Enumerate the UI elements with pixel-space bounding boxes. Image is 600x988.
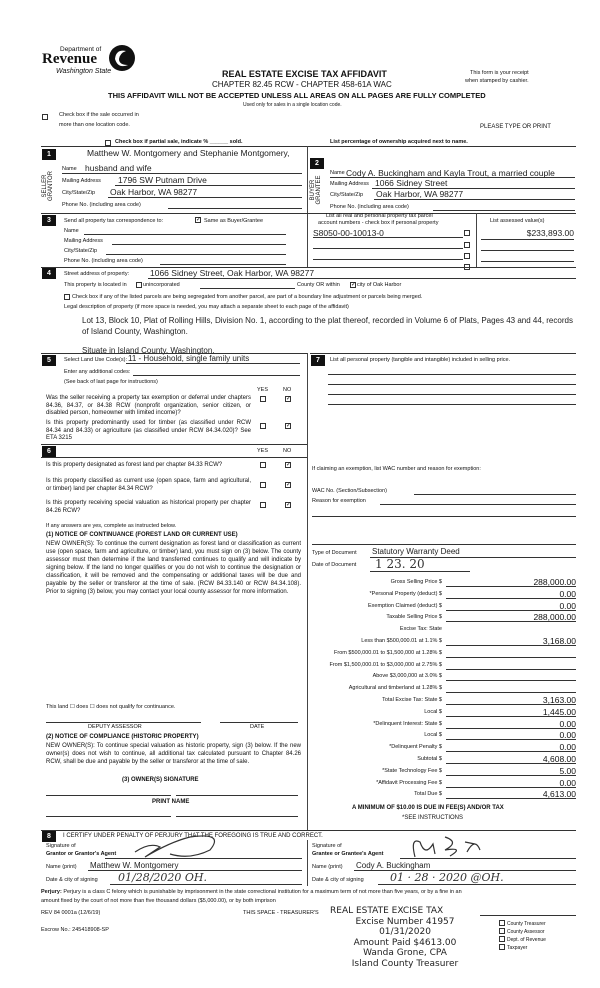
if-yes-note: If any answers are yes, complete as instructed below. [46, 523, 177, 529]
see-back-note: (See back of last page for instructions) [64, 379, 158, 385]
notice-continuance-title: (1) NOTICE OF CONTINUANCE (FOREST LAND OR CURRENT USE) [46, 532, 238, 538]
tax-row-value[interactable]: 3,163.00 [446, 695, 576, 705]
personal-property-checkbox[interactable] [464, 242, 470, 248]
owner-signature-field[interactable] [46, 795, 171, 796]
tax-exemption-question: Was the seller receiving a property tax exemption or deferral under chapters 84.36, 84.37, or 84.38 RCW (nonprofit organization, senior citizen, or disabled person, homeowner with limited income)? [46, 395, 251, 416]
owner-signature-label: (3) OWNER(S) SIGNATURE [122, 777, 199, 783]
tax-row-label: *Delinquent Interest: State $ [373, 720, 442, 727]
form-chapter: CHAPTER 82.45 RCW - CHAPTER 458-61A WAC [212, 80, 392, 89]
perjury-text: Perjury is a class C felony which is punishable by imprisonment in the state correctional institution for a maximum term of not more than five years, or by a fine in an [63, 889, 462, 895]
multi-location-checkbox[interactable] [42, 114, 48, 120]
form-title: REAL ESTATE EXCISE TAX AFFIDAVIT [222, 69, 387, 79]
tax-row-label: Subtotal $ [417, 756, 442, 762]
certify-statement: I CERTIFY UNDER PENALTY OF PERJURY THAT THE FOREGOING IS TRUE AND CORRECT. [63, 833, 323, 839]
correspondence-name-field[interactable] [84, 234, 286, 235]
section-7-badge: 7 [311, 355, 325, 366]
deputy-assessor-field[interactable] [46, 722, 201, 723]
seller-grantor-label: SELLER GRANTOR [42, 171, 54, 201]
tax-row-label: Local $ [424, 708, 442, 715]
tax-row-label: *Affidavit Processing Fee $ [376, 779, 442, 786]
tax-row-label: Local $ [424, 732, 442, 739]
tax-row-value[interactable]: 288,000.00 [446, 577, 576, 587]
correspondence-address-field[interactable] [112, 244, 286, 245]
q-historic-yes-checkbox[interactable] [260, 502, 266, 508]
seller-city[interactable]: Oak Harbor, WA 98277 [110, 187, 198, 197]
stamp-date: 01/31/2020 [379, 927, 431, 937]
grantee-sig-label: Signature of [312, 843, 342, 849]
seller-name-line2[interactable]: husband and wife [85, 163, 152, 173]
tax-row-value[interactable]: 0.00 [446, 742, 576, 752]
grantee-date-label: Date & city of signing [312, 877, 364, 883]
yes-header: YES [257, 387, 269, 393]
personal-property-field[interactable] [328, 384, 576, 385]
grantor-agent-label: Grantor or Grantor's Agent [46, 851, 117, 857]
grantor-date-city[interactable]: 01/28/2020 OH. [118, 871, 208, 884]
stamp-county: Island County Treasurer [351, 958, 459, 969]
q-historic-no-checkbox[interactable]: ✓ [286, 502, 292, 508]
stamp-title: REAL ESTATE EXCISE TAX [330, 906, 444, 916]
street-address-label: Street address of property: [64, 271, 130, 277]
tax-row-value[interactable]: 1,445.00 [446, 707, 576, 717]
tax-row-value[interactable]: 0.00 [446, 601, 576, 611]
copy-county-treasurer: County Treasurer [507, 921, 546, 927]
multi-location-label-2: more than one location code. [59, 122, 130, 128]
county-field[interactable] [200, 288, 295, 289]
seller-address-label: Mailing Address [62, 178, 101, 184]
q-forest-no-checkbox[interactable]: ✓ [286, 462, 292, 468]
doc-date-label: Date of Document [312, 562, 357, 568]
same-as-buyer-checkbox[interactable]: ✓ [196, 217, 202, 223]
q-timber-yes-checkbox[interactable] [260, 423, 266, 429]
owner-print-name-field[interactable] [46, 816, 171, 817]
grantee-name[interactable]: Cody A. Buckingham [356, 861, 431, 870]
perjury-text-2: amount fixed by the court of not more than five thousand dollars ($5,000.00), or by both imprison [41, 898, 276, 904]
doc-type[interactable]: Statutory Warranty Deed [372, 547, 460, 556]
yes-header: YES [257, 448, 269, 454]
tax-row-label: *Delinquent Penalty $ [389, 744, 442, 751]
section-5-badge: 5 [42, 355, 56, 366]
buyer-name[interactable]: Cody A. Buckingham and Kayla Trout, a married couple [346, 168, 555, 178]
print-name-label: PRINT NAME [152, 799, 190, 805]
ownership-label: List percentage of ownership acquired next to name. [330, 139, 468, 145]
parcel-header: List all real and personal property tax parcel [326, 213, 433, 219]
segregated-checkbox[interactable] [64, 294, 70, 300]
personal-property-field[interactable] [328, 394, 576, 395]
notice-continuance-text: NEW OWNER(S): To continue the current designation as forest land or classification as current use (open space, farm and agriculture, or timber) land, you must sign on (3) below. The county assessor must then determine if the land transferred continues to qualify and will indicate by signing below. If the land no longer qualifies or you do not wish to continue the designation or classification, it will be removed and the compensating or additional taxes will be due and payable by the seller or transferor at the time of sale. (RCW 84.33.140 or RCW 84.34.108). Prior to signing (3) below, you may contact your local county assessor for more information. [46, 541, 301, 595]
seller-name-line1[interactable]: Matthew W. Montgomery and Stephanie Montgomery, [87, 148, 290, 158]
form-warning: THIS AFFIDAVIT WILL NOT BE ACCEPTED UNLESS ALL AREAS ON ALL PAGES ARE FULLY COMPLETED [108, 91, 486, 100]
tax-row-value[interactable] [446, 671, 576, 681]
seller-city-label: City/State/Zip [62, 190, 96, 196]
section-8-badge: 8 [42, 831, 56, 842]
tax-row-value[interactable]: 0.00 [446, 730, 576, 740]
copy-dept-revenue: Dept. of Revenue [507, 937, 546, 943]
logo-dept: Department of [60, 46, 102, 53]
minimum-due-note: A MINIMUM OF $10.00 IS DUE IN FEE(S) AND/OR TAX [352, 805, 504, 811]
tax-row-label: Above $3,000,000 at 3.0% $ [372, 673, 442, 680]
tax-row-value[interactable] [446, 660, 576, 670]
date-label: DATE [250, 724, 265, 730]
legal-description-label: Legal description of property (if more space is needed, you may attach a separate sheet to each page of the affidavit) [64, 304, 349, 310]
street-address[interactable]: 1066 Sidney Street, Oak Harbor, WA 98277 [150, 268, 315, 278]
tax-row-label: Total Due $ [414, 791, 442, 798]
correspondence-phone-field[interactable] [160, 264, 286, 265]
buyer-phone-label: Phone No. (including area code) [330, 204, 409, 210]
tax-row-value[interactable]: 4,613.00 [446, 789, 576, 799]
personal-property-checkbox[interactable] [464, 230, 470, 236]
dor-swirl-icon [106, 43, 138, 73]
section-4-badge: 4 [42, 268, 56, 279]
tax-row-label: From $1,500,000.01 to $3,000,000 at 2.75% $ [329, 661, 442, 668]
personal-property-label: List all personal property (tangible and intangible) included in selling price. [330, 357, 511, 363]
additional-codes-label: Enter any additional codes: [64, 369, 131, 375]
seller-phone-label: Phone No. (including area code) [62, 202, 141, 208]
grantor-name-label: Name (print) [46, 864, 77, 870]
tax-row-label: Taxable Selling Price $ [386, 614, 442, 621]
notice-compliance-title: (2) NOTICE OF COMPLIANCE (HISTORIC PROPERTY) [46, 734, 199, 740]
forest-land-question: Is this property designated as forest land per chapter 84.33 RCW? [46, 462, 223, 468]
grantor-name[interactable]: Matthew W. Montgomery [90, 861, 179, 870]
logo-state: Washington State [56, 68, 112, 75]
parcel-header-2: account numbers - check box if personal property [318, 220, 439, 226]
same-as-buyer-label: Same as Buyer/Grantee [204, 218, 264, 224]
used-only-note: Used only for sales in a single location code. [243, 102, 342, 108]
tax-row-label: Total Excise Tax: State $ [382, 697, 442, 703]
buyer-grantee-label: BUYER GRANTEE [310, 175, 322, 205]
stamp-treasurer: Wanda Grone, CPA [363, 948, 447, 958]
section-3-badge: 3 [42, 215, 56, 226]
historical-question: Is this property receiving special valuation as historical property per chapter 84.26 RCW? [46, 500, 251, 514]
unincorporated-checkbox[interactable] [136, 282, 142, 288]
parcel-number[interactable]: S8050-00-10013-0 [313, 228, 384, 238]
q-forest-yes-checkbox[interactable] [260, 462, 266, 468]
copy-taxpayer: Taxpayer [507, 945, 528, 951]
section-2-badge: 2 [310, 158, 324, 169]
located-label: This property is located in [64, 282, 127, 288]
logo-revenue: Revenue [42, 51, 97, 67]
tax-row-label: *Personal Property (deduct) $ [369, 590, 442, 597]
notice-compliance-text: NEW OWNER(S): To continue special valuation as historic property, sign (3) below. If the new owner(s) does not wish to continue, all additional tax calculated pursuant to Chapter 84.26 RCW, shall be due and payable by the seller or transferor at the time of sale. [46, 743, 301, 765]
buyer-address-label: Mailing Address [330, 181, 369, 187]
reason-label: Reason for exemption [312, 498, 366, 504]
land-qualify-line: This land ☐ does ☐ does not qualify for continuance. [46, 704, 176, 710]
tax-row-value[interactable]: 0.00 [446, 719, 576, 729]
q-exemption-no-checkbox[interactable]: ✓ [286, 396, 292, 402]
treasurer-space-label: THIS SPACE - TREASURER'S [243, 910, 319, 916]
copy-distribution [497, 920, 546, 952]
owner-print-name-field-2[interactable] [176, 816, 298, 817]
tax-row-label: Agricultural and timberland at 1.28% $ [348, 685, 442, 692]
tax-row-value[interactable] [446, 683, 576, 693]
partial-sale-label: Check box if partial sale, indicate % ______ sold. [115, 139, 243, 145]
perjury-label: Perjury: [41, 889, 62, 895]
q-current-use-yes-checkbox[interactable] [260, 482, 266, 488]
receipt-note-2: when stamped by cashier. [465, 78, 529, 84]
correspondence-address-label: Mailing Address [64, 238, 103, 244]
personal-property-field[interactable] [328, 374, 576, 375]
buyer-name-label: Name [330, 170, 345, 176]
legal-description-2: of Island County, Washington. [82, 327, 188, 336]
section-6-badge: 6 [42, 446, 56, 457]
city-label: city of Oak Harbor [357, 282, 402, 288]
correspondence-label: Send all property tax correspondence to: [64, 218, 164, 224]
correspondence-city-label: City/State/Zip [64, 248, 98, 254]
stamp-amount: Amount Paid $4613.00 [353, 937, 457, 948]
grantee-agent-label: Grantee or Grantee's Agent [312, 851, 384, 857]
assessed-value[interactable]: $233,893.00 [526, 228, 574, 238]
tax-row-label: Excise Tax: State [399, 626, 442, 633]
situate-text: Situate in Island County, Washington. [82, 346, 215, 355]
seller-phone-field[interactable] [168, 208, 302, 209]
form-revision: REV 84 0001a (12/6/19) [41, 910, 101, 916]
grantor-sig-label: Signature of [46, 843, 76, 849]
correspondence-name-label: Name [64, 228, 79, 234]
q-current-use-no-checkbox[interactable]: ✓ [286, 482, 292, 488]
stamp-excise-number: Excise Number 41957 [355, 916, 455, 927]
tax-row-value[interactable]: 288,000.00 [446, 612, 576, 622]
see-instructions: *SEE INSTRUCTIONS [402, 815, 464, 821]
grantee-name-label: Name (print) [312, 864, 343, 870]
receipt-note: This form is your receipt [470, 70, 529, 76]
tax-row-value[interactable]: 0.00 [446, 778, 576, 788]
deputy-assessor-label: DEPUTY ASSESSOR [88, 724, 142, 730]
tax-row-value[interactable]: 0.00 [446, 589, 576, 599]
correspondence-city-field[interactable] [106, 254, 286, 255]
seller-address[interactable]: 1796 SW Putnam Drive [118, 175, 207, 185]
assessed-header: List assessed value(s) [490, 218, 545, 224]
tax-row-value[interactable] [446, 648, 576, 658]
seller-name-label: Name [62, 166, 77, 172]
wac-label: WAC No. (Section/Subsection) [312, 488, 387, 494]
q-exemption-yes-checkbox[interactable] [260, 396, 266, 402]
buyer-phone-field[interactable] [433, 210, 575, 211]
grantor-date-label: Date & city of signing [46, 877, 98, 883]
city-checkbox[interactable]: ✓ [351, 282, 357, 288]
tax-row-value[interactable]: 4,608.00 [446, 754, 576, 764]
wac-field[interactable] [414, 494, 576, 495]
no-header: NO [283, 448, 292, 454]
buyer-address[interactable]: 1066 Sidney Street [375, 178, 448, 188]
type-or-print: PLEASE TYPE OR PRINT [480, 124, 551, 130]
q-timber-no-checkbox[interactable]: ✓ [286, 423, 292, 429]
multi-location-label: Check box if the sale occurred in [59, 112, 139, 118]
segregated-label: Check box if any of the listed parcels are being segregated from another parcel, are part of a boundary line adjustment or parcels being merged. [72, 294, 423, 300]
treasurer-stamp [330, 906, 480, 969]
personal-property-checkbox[interactable] [464, 253, 470, 259]
current-use-question: Is this property classified as current use (open space, farm and agricultural, or timber) land per chapter 84.34 RCW? [46, 478, 251, 492]
tax-row-label: *State Technology Fee $ [382, 767, 442, 774]
tax-row-label: Gross Selling Price $ [390, 579, 442, 585]
land-use-label: Select Land Use Code(s): [64, 357, 127, 363]
copy-county-assessor: County Assessor [507, 929, 545, 935]
county-or-within-label: County OR within [297, 282, 340, 288]
tax-row-label: Exemption Claimed (deduct) $ [368, 602, 442, 609]
tax-row-value[interactable]: 5.00 [446, 766, 576, 776]
buyer-city-label: City/State/Zip [330, 192, 364, 198]
doc-type-label: Type of Document [312, 550, 357, 556]
section-1-badge: 1 [42, 149, 56, 160]
land-use-code[interactable]: 11 - Household, single family units [128, 354, 250, 363]
reason-field[interactable] [380, 504, 576, 505]
escrow-number: Escrow No.: 245418908-SP [41, 927, 109, 933]
additional-codes-field[interactable] [133, 375, 300, 376]
exemption-label: If claiming an exemption, list WAC number and reason for exemption: [312, 466, 481, 472]
tax-row-label: Less than $500,000.01 at 1.1% $ [361, 638, 442, 644]
buyer-city[interactable]: Oak Harbor, WA 98277 [376, 189, 464, 199]
timber-question: Is this property predominantly used for timber (as classified under RCW 84.34 and 84.33) or agriculture (as classified under RCW 84.34.020)? See ETA 3215 [46, 420, 251, 441]
grantee-date-city[interactable]: 01 · 28 · 2020 @OH. [390, 871, 504, 884]
personal-property-field[interactable] [328, 404, 576, 405]
tax-row-value[interactable]: 3,168.00 [446, 636, 576, 646]
doc-date[interactable]: 1 23. 20 [375, 557, 425, 571]
unincorporated-label: unincorporated [143, 282, 180, 288]
tax-row-label: From $500,000.01 to $1,500,000 at 1.28% $ [334, 649, 442, 656]
no-header: NO [283, 387, 292, 393]
correspondence-phone-label: Phone No. (including area code) [64, 258, 143, 264]
legal-description: Lot 13, Block 10, Plat of Rolling Hills, Division No. 1, according to the plat thereof, recorded in Volume 6 of Plats, Pages 43 and 44, records [82, 316, 573, 325]
